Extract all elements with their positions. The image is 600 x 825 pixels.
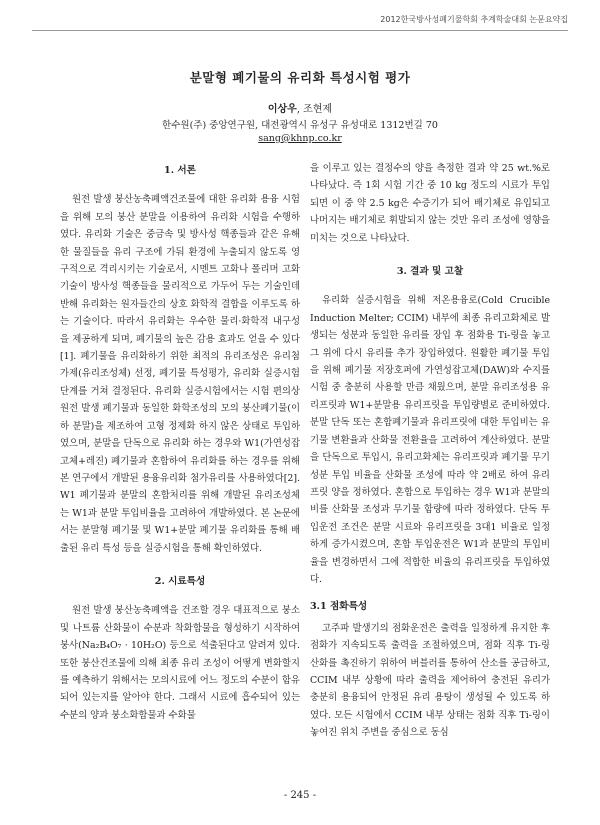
affiliation: 한수원(주) 중앙연구원, 대전광역시 유성구 유성대로 1312번길 70 <box>162 120 438 131</box>
section-heading-introduction: 1. 서론 <box>164 165 196 176</box>
results-paragraph: 유리화 실증시험을 위해 저온용융로(Cold Crucible Induction Melter; CCIM) 내부에 최종 유리고화체로 발생되는 성분과 동일한 유리를 장입 후 점화용 Ti-링을 놓고 그 위에 다시 유리를 추가 장입하였다. 원활한 폐기물 투입을 위해 폐기물 저장호퍼에 가연성잡고체(DAW)와 수지를 시험 중 충분히 사용할 만큼 채웠으며, 분말 유리조성용 유리프릿과 W1+분말용 유리프릿을 투입량별로 준비하였다. 분말 단독 또는 혼합폐기물과 유리프릿에 대한 투입비는 유기물 변환율과 산화물 전환율을 고려하여 계산하였다. 분말을 단독으로 투입시, 유리고화체는 유리프릿과 폐기물 무기성분 투입 비율을 산화물 조성에 따라 약 2배로 하여 유리프릿 양을 정하였다. 혼합으로 투입하는 경우 W1과 분말의 비를 산화물 조성과 무기물 함량에 따라 정하였다. 단독 투입운전 조건은 분말 시료와 유리프릿을 3대1 비율로 일정하게 증가시켰으며, 혼합 투입운전은 W1과 분말의 투입비율을 변경하면서 그에 적합한 비율의 유리프릿을 투입하였다. <box>310 295 550 585</box>
section-heading-results: 3. 결과 및 고찰 <box>396 266 464 278</box>
sample-paragraph-continued: 을 이루고 있는 결정수의 양을 측정한 결과 약 25 wt.%로 나타났다. 즉 1회 시험 기간 중 10 kg 정도의 시료가 투입되면 이 중 약 2.5 kg은 수증기가 되어 배기체로 유입되고 나머지는 배기체로 휘발되지 않는 것만 유리 조성에 영향을 미치는 것으로 나타났다. <box>310 163 550 244</box>
lead-author: 이상우 <box>267 104 297 115</box>
header-divider <box>32 30 568 31</box>
left-column <box>60 160 300 724</box>
introduction-paragraph: 원전 발생 붕산농축폐액건조물에 대한 유리화 용융 시험을 위해 모의 붕산 분말을 이용하여 유리화 시험을 수행하였다. 유리화 기술은 중금속 및 방사성 핵종들과 같은 유해한 물질들을 유리 구조에 가둬 환경에 누출되지 않도록 영구적으로 격리시키는 기술로서, 시멘트 고화나 폴리머 고화 기술이 방사성 핵종들을 물리적으로 가두어 두는 기술인데 반해 유리화는 원자들간의 상호 화학적 결합을 이루도록 하는 기술이다. 따라서 유리화는 우수한 물리·화학적 내구성을 제공하게 되며, 폐기물의 높은 감용 효과도 얻을 수 있다[1]. 폐기물을 유리화하기 위한 최적의 유리조성은 유리첨가제(유리조성체) 선정, 폐기물 특성평가, 유리화 실증시험 단계를 거쳐 결정된다. 유리화 실증시험에서는 시험 편의상 원전 발생 폐기물과 동일한 화학조성의 모의 붕산폐기물(이하 분말)을 제조하여 고형 정제화 하지 않은 상태로 투입하였으며, 분말을 단독으로 유리화 하는 경우와 W1(가연성잡고체+레진) 폐기물과 혼합하여 유리화를 하는 경우를 위해 본 연구에서 개발된 용융유리화 첨가유리를 사용하였다[2]. W1 폐기물과 분말의 혼합처리를 위해 개발된 유리조성체는 W1과 분말 투입비율을 고려하여 개발하였다. 본 논문에서는 분말형 폐기물 및 W1+분말 폐기물 유리화를 통해 배출된 유리 특성 등을 실증시험을 통해 확인하였다. <box>60 194 300 554</box>
co-authors: , 조현제 <box>296 104 333 115</box>
conference-header: 2012한국방사성폐기물학회 추계학술대회 논문요약집 <box>380 15 568 24</box>
right-column <box>310 160 550 742</box>
author-line <box>0 100 600 115</box>
ignition-paragraph: 고주파 발생기의 점화운전은 출력을 일정하게 유지한 후 점화가 지속되도록 출력을 조절하였으며, 점화 직후 Ti-링 산화를 촉진하기 위하여 버블러를 통하여 산소를 공급하고, CCIM 내부 상황에 따라 출력을 제어하여 충전된 유리가 충분히 용융되어 안정된 유리 용탕이 생성될 수 있도록 하였다. 모든 시험에서 CCIM 내부 상태는 점화 직후 Ti-링이 놓여진 위치 주변을 중심으로 동심 <box>310 622 550 739</box>
sample-paragraph: 원전 발생 붕산농축폐액을 건조할 경우 대표적으로 붕소 및 나트륨 산화물이 수분과 착화합물을 형성하기 시작하여 붕사(Na₂B₄O₇ · 10H₂O) 등으로 석출된다고 알려져 있다. 또한 붕산건조물에 의해 최종 유리 조성이 어떻게 변화할지를 예측하기 위해서는 모의시료에 어느 정도의 수분이 함유되어 있는지를 알아야 한다. 그래서 시료에 흡수되어 있는 수분의 양과 붕소화합물과 수화물 <box>60 605 300 721</box>
paper-title: 분말형 폐기물의 유리화 특성시험 평가 <box>189 70 411 85</box>
author-email[interactable]: sang@khnp.co.kr <box>258 133 342 144</box>
page-number: - 245 - <box>283 790 317 801</box>
subsection-heading-ignition: 3.1 점화특성 <box>310 601 368 613</box>
section-heading-sample: 2. 시료특성 <box>154 575 206 587</box>
